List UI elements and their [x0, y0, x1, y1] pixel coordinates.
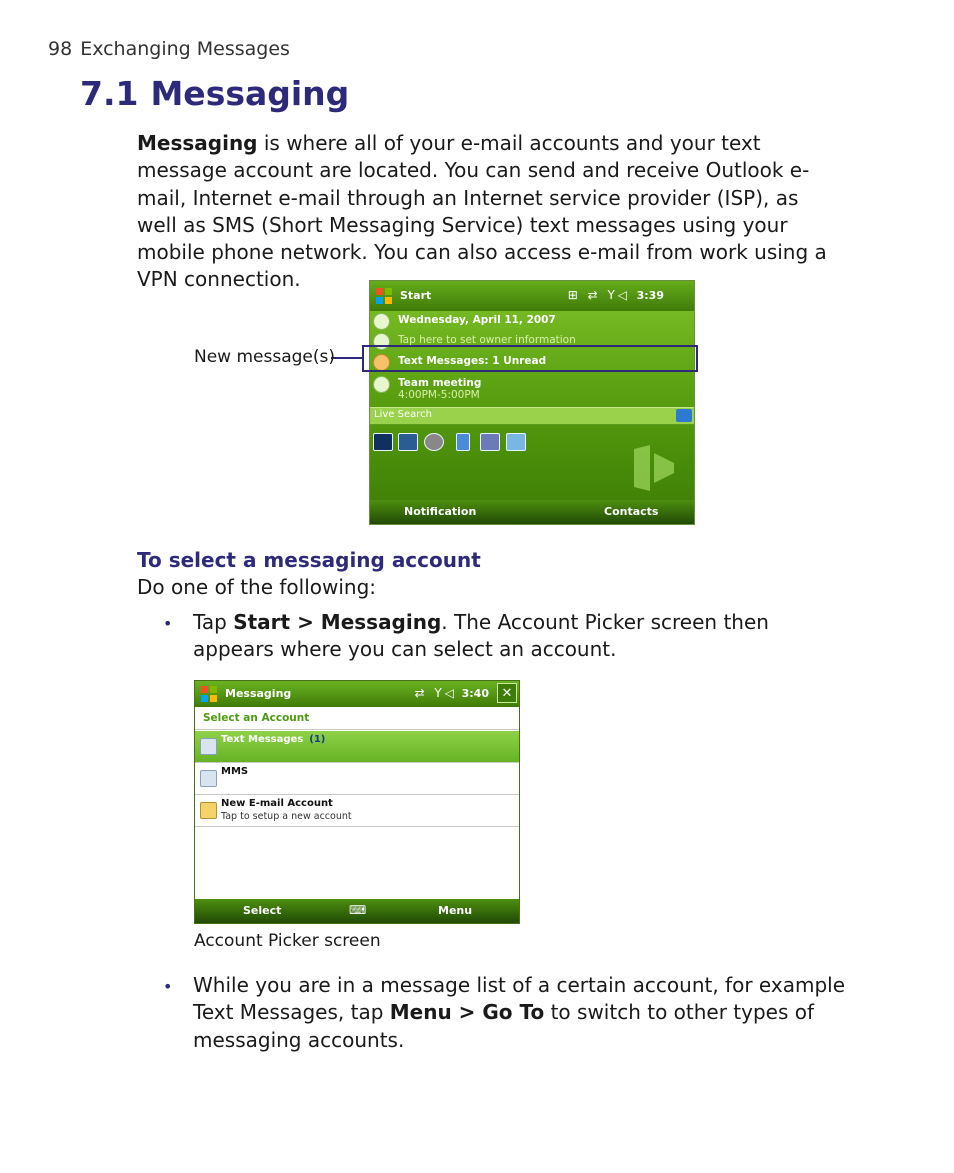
- account-item-new-email[interactable]: [195, 795, 519, 827]
- intro-text: is where all of your e-mail accounts and your text message account are located. You can send and receive Outlook e-mail, Internet e-mail through an Internet service provider (ISP), as well as SMS (Short Messaging Service) text messages using your mobile phone network. You can also access e-mail from work using a VPN connection.: [137, 131, 827, 292]
- live-search-label: Live Search: [374, 409, 432, 420]
- bullet-text: Tap: [193, 610, 234, 634]
- page-number: 98: [48, 38, 73, 60]
- account-picker-screenshot: [194, 680, 520, 924]
- account-name: New E-mail Account: [221, 798, 333, 809]
- section-title: [80, 74, 349, 113]
- sms-icon: [200, 738, 217, 755]
- clock-icon: [373, 313, 390, 330]
- clock-time: 3:39: [636, 289, 664, 302]
- windows-start-icon: [199, 684, 219, 704]
- notification-softkey[interactable]: Notification: [404, 505, 477, 518]
- contacts-softkey[interactable]: Contacts: [604, 505, 659, 518]
- account-item-mms[interactable]: [195, 763, 519, 795]
- close-icon[interactable]: ✕: [497, 683, 517, 703]
- bullet-text: . The Account Picker screen then appears where you can select an account.: [193, 610, 769, 662]
- photo-icon[interactable]: [506, 433, 526, 451]
- section-name: Messaging: [150, 74, 350, 113]
- account-subtitle: Tap to setup a new account: [221, 811, 352, 822]
- phone-icon[interactable]: [456, 433, 470, 451]
- bullet-text: to switch to other types of messaging accounts.: [193, 1000, 815, 1052]
- callout-highlight-box: [362, 345, 698, 372]
- menu-softkey[interactable]: Menu: [438, 904, 473, 917]
- appointment-row[interactable]: [370, 374, 694, 404]
- select-account-header: [195, 709, 519, 730]
- live-search-bar[interactable]: [370, 407, 694, 425]
- clock-time: 3:40: [461, 687, 489, 700]
- procedure-intro: Do one of the following:: [137, 575, 377, 599]
- today-softkey-bar: [370, 500, 694, 524]
- figure-caption: Account Picker screen: [194, 931, 381, 951]
- running-head: [48, 38, 298, 60]
- windows-start-icon: [374, 286, 394, 306]
- network-icon[interactable]: [398, 433, 418, 451]
- owner-info-text: Tap here to set owner information: [398, 334, 576, 346]
- satellite-icon[interactable]: [480, 433, 500, 451]
- today-date: Wednesday, April 11, 2007: [398, 314, 556, 326]
- bullet-item: [193, 972, 853, 1054]
- procedure-heading: To select a messaging account: [137, 548, 481, 572]
- account-name: Text Messages: [221, 734, 304, 745]
- section-number: 7.1: [80, 74, 139, 113]
- callout-label: New message(s): [194, 347, 336, 367]
- account-title: [221, 734, 325, 745]
- search-icon[interactable]: [676, 409, 692, 422]
- bullet-marker: •: [163, 977, 173, 996]
- messaging-title: Messaging: [225, 687, 292, 700]
- sync-icon[interactable]: [424, 433, 444, 451]
- today-date-row[interactable]: [370, 311, 694, 331]
- appointment-time: 4:00PM-5:00PM: [398, 389, 480, 401]
- text-messages-status: Text Messages: 1 Unread: [398, 355, 547, 367]
- bullet-item: [193, 609, 853, 664]
- windows-mobile-logo: [628, 443, 680, 493]
- intro-paragraph: [137, 130, 842, 294]
- appointment-title: Team meeting: [398, 377, 482, 389]
- mms-icon: [200, 770, 217, 787]
- intro-term: Messaging: [137, 131, 258, 155]
- start-label: Start: [400, 289, 432, 302]
- account-name: MMS: [221, 766, 249, 777]
- bullet-text: While you are in a message list of a certain account, for example Text Messages, tap: [193, 973, 846, 1025]
- select-account-label: Select an Account: [203, 712, 310, 724]
- launcher-dock: [370, 429, 530, 455]
- bullet-marker: •: [163, 614, 173, 633]
- today-screen-screenshot: [369, 280, 695, 525]
- menu-path: Start > Messaging: [233, 610, 442, 634]
- wifi-icon[interactable]: [373, 433, 393, 451]
- status-icons: ⊞ ⇄ Y◁: [567, 288, 630, 302]
- status-icons: ⇄ Y◁: [414, 686, 457, 700]
- chapter-title: Exchanging Messages: [80, 38, 290, 60]
- messaging-title-bar: [195, 681, 519, 707]
- account-item-text-messages[interactable]: [195, 731, 519, 763]
- select-softkey[interactable]: Select: [243, 904, 282, 917]
- unread-count: (1): [309, 734, 326, 745]
- account-picker-softkey-bar: [195, 899, 519, 923]
- new-email-icon: [200, 802, 217, 819]
- callout-leader-line: [331, 357, 362, 359]
- keyboard-icon[interactable]: ⌨: [349, 903, 367, 917]
- today-title-bar: [370, 281, 694, 311]
- calendar-icon: [373, 376, 390, 393]
- menu-path: Menu > Go To: [389, 1000, 545, 1025]
